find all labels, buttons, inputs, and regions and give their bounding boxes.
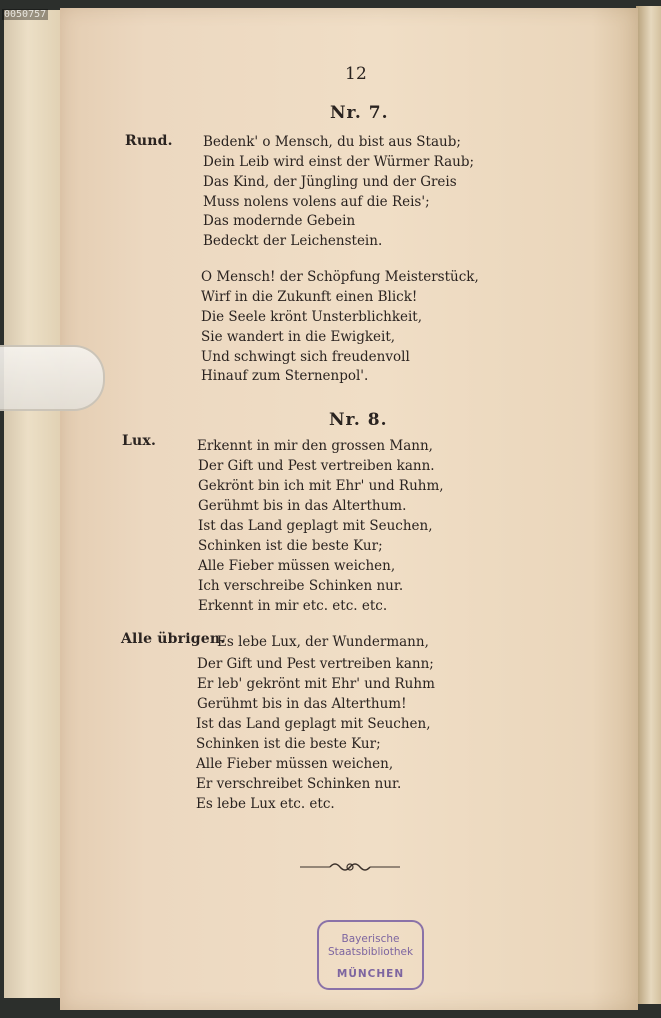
stamp-line-2: Staatsbibliothek — [327, 946, 414, 958]
section-heading-nr7: Nr. 7. — [330, 103, 389, 123]
verse-line: Alle Fieber müssen weichen, — [196, 756, 394, 772]
page-stack-right — [636, 6, 661, 1004]
verse-line: Es lebe Lux, der Wundermann, — [217, 634, 429, 650]
verse-line: Wirf in die Zukunft einen Blick! — [201, 289, 418, 305]
verse-line: Die Seele krönt Unsterblichkeit, — [201, 309, 423, 325]
verse-line: Alle Fieber müssen weichen, — [198, 558, 396, 574]
image-label: 0050757 — [4, 9, 47, 20]
stamp-line-3: MÜNCHEN — [336, 968, 405, 980]
verse-line: Erkennt in mir den grossen Mann, — [197, 438, 433, 454]
verse-line: Schinken ist die beste Kur; — [196, 736, 381, 752]
verse-line: Gerühmt bis in das Alterthum. — [198, 498, 407, 514]
verse-line: Es lebe Lux etc. etc. — [196, 796, 335, 812]
verse-line: Sie wandert in die Ewigkeit, — [201, 329, 396, 345]
speaker-rund: Rund. — [125, 133, 173, 149]
verse-line: Der Gift und Pest vertreiben kann. — [198, 458, 435, 474]
verse-line: Hinauf zum Sternenpol'. — [201, 368, 369, 384]
verse-line: Erkennt in mir etc. etc. etc. — [198, 598, 388, 614]
verse-line: O Mensch! der Schöpfung Meisterstück, — [201, 269, 479, 285]
library-stamp — [317, 920, 424, 990]
speaker-alle-uebrigen: Alle übrigen. — [121, 631, 226, 647]
ornament-divider-icon — [300, 857, 400, 877]
verse-line: Gerühmt bis in das Alterthum! — [197, 696, 407, 712]
verse-line: Der Gift und Pest vertreiben kann; — [197, 656, 434, 672]
speaker-lux: Lux. — [122, 433, 157, 449]
verse-line: Das Kind, der Jüngling und der Greis — [203, 174, 457, 190]
page-stack-left — [4, 10, 65, 998]
verse-line: Bedeckt der Leichenstein. — [203, 233, 383, 249]
verse-line: Das modernde Gebein — [203, 213, 356, 229]
verse-line: Und schwingt sich freudenvoll — [201, 349, 410, 365]
verse-line: Ich verschreibe Schinken nur. — [198, 578, 404, 594]
verse-line: Er verschreibet Schinken nur. — [196, 776, 402, 792]
verse-line: Ist das Land geplagt mit Seuchen, — [196, 716, 431, 732]
verse-line: Muss nolens volens auf die Reis'; — [203, 194, 430, 210]
page-number: 12 — [345, 64, 368, 84]
verse-line: Schinken ist die beste Kur; — [198, 538, 383, 554]
section-heading-nr8: Nr. 8. — [329, 410, 388, 430]
stamp-line-1: Bayerische — [341, 933, 400, 945]
verse-line: Ist das Land geplagt mit Seuchen, — [198, 518, 433, 534]
verse-line: Er leb' gekrönt mit Ehr' und Ruhm — [197, 676, 435, 692]
verse-line: Gekrönt bin ich mit Ehr' und Ruhm, — [198, 478, 444, 494]
verse-line: Bedenk' o Mensch, du bist aus Staub; — [203, 134, 461, 150]
verse-line: Dein Leib wird einst der Würmer Raub; — [203, 154, 475, 170]
bookmark-tab — [0, 345, 105, 411]
